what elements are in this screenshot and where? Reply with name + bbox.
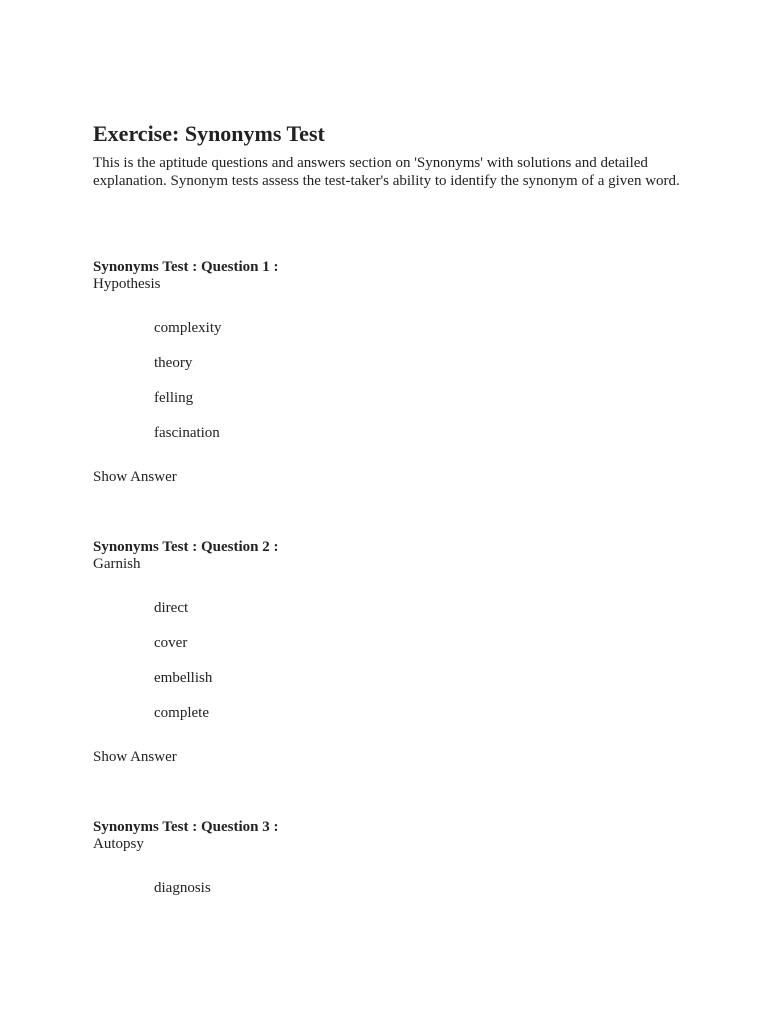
- question-word: Autopsy: [93, 836, 144, 852]
- answer-option[interactable]: direct: [154, 600, 189, 616]
- answer-option[interactable]: cover: [154, 635, 188, 651]
- answer-option[interactable]: complexity: [154, 320, 222, 336]
- question-heading: Synonyms Test : Question 3 :: [93, 819, 279, 835]
- question-word: Hypothesis: [93, 276, 161, 292]
- question-heading: Synonyms Test : Question 2 :: [93, 539, 279, 555]
- show-answer-link[interactable]: Show Answer: [93, 749, 177, 765]
- answer-option[interactable]: diagnosis: [154, 880, 211, 896]
- answer-option[interactable]: embellish: [154, 670, 213, 686]
- intro-paragraph: This is the aptitude questions and answers section on 'Synonyms' with solutions and detailed explanation. Synonym tests assess the test-taker's ability to identify the synonym of a given word.: [93, 155, 680, 189]
- page-title: Exercise: Synonyms Test: [93, 121, 325, 146]
- answer-option[interactable]: theory: [154, 355, 193, 371]
- answer-option[interactable]: fascination: [154, 425, 220, 441]
- answer-option[interactable]: complete: [154, 705, 209, 721]
- question-heading: Synonyms Test : Question 1 :: [93, 259, 279, 275]
- show-answer-link[interactable]: Show Answer: [93, 469, 177, 485]
- answer-option[interactable]: felling: [154, 390, 194, 406]
- question-word: Garnish: [93, 556, 141, 572]
